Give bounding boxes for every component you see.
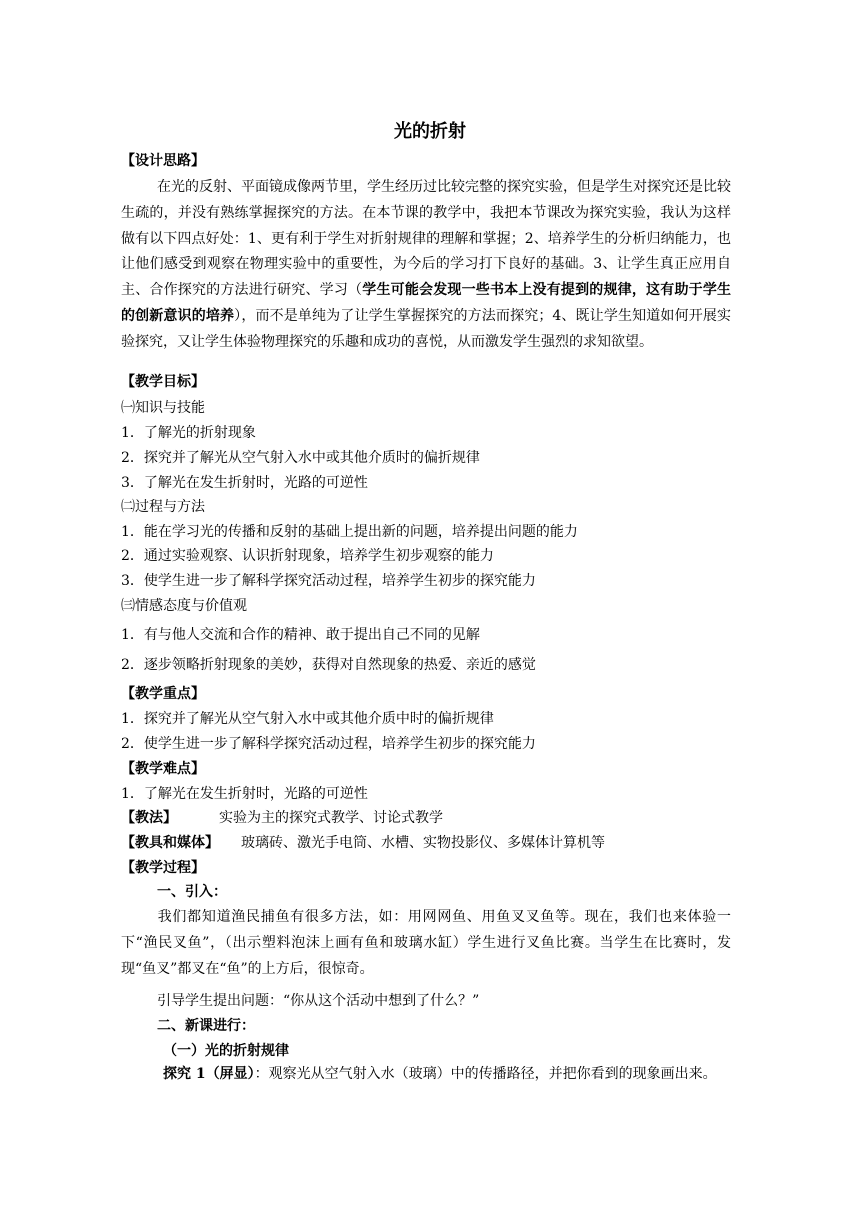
process-text-1: 我们都知道渔民捕鱼有很多方法，如：用网网鱼、用鱼叉叉鱼等。现在，我们也来体验一下“渔民叉鱼”，（出示塑料泡沫上画有鱼和玻璃水缸）学生进行叉鱼比赛。当学生在比赛时，发现“鱼叉”都叉在“鱼”的上方后，很惊奇。 [121, 909, 731, 977]
media-text: 玻璃砖、激光手电筒、水槽、实物投影仪、多媒体计算机等 [241, 835, 605, 851]
goals-item: 1．有与他人交流和合作的精神、敢于提出自己不同的见解 [121, 627, 480, 643]
process-heading: 【教学过程】 [121, 860, 205, 876]
design-paragraph [121, 175, 731, 356]
process-subsection: （一）光的折射规律 [163, 1043, 289, 1059]
goals-item: 2．通过实验观察、认识折射现象，培养学生初步观察的能力 [121, 548, 494, 564]
goals-section-2: ㈡过程与方法 [121, 499, 205, 515]
media-line [121, 834, 605, 852]
design-text-b: ），而不是单纯为了让学生掌握探究的方法而探究；4、既让学生知道如何开展实验探究，又让学生体验物理探究的乐趣和成功的喜悦，从而激发学生强烈的求知欲望。 [121, 307, 732, 350]
process-section-new: 二、新课进行： [157, 1018, 255, 1034]
goals-item: 2．探究并了解光从空气射入水中或其他介质时的偏折规律 [121, 450, 480, 466]
goals-section-1: ㈠知识与技能 [121, 400, 205, 416]
goals-item: 3．了解光在发生折射时，光路的可逆性 [121, 475, 368, 491]
goals-item: 3．使学生进一步了解科学探究活动过程，培养学生初步的探究能力 [121, 573, 536, 589]
key-item: 2．使学生进一步了解科学探究活动过程，培养学生初步的探究能力 [121, 736, 536, 752]
goals-item: 1．能在学习光的传播和反射的基础上提出新的问题，培养提出问题的能力 [121, 524, 578, 540]
difficult-item: 1．了解光在发生折射时，光路的可逆性 [121, 786, 368, 802]
process-paragraph-1 [121, 905, 731, 982]
design-text-a: 在光的反射、平面镜成像两节里，学生经历过比较完整的探究实验，但是学生对探究还是比较生疏的，并没有熟练掌握探究的方法。在本节课的教学中，我把本节课改为探究实验，我认为这样做有以下四点好处：1、更有利于学生对折射规律的理解和掌握；2、培养学生的分析归纳能力，也让他们感受到观察在物理实验中的重要性，为今后的学习打下良好的基础。3、让学生真正应用自主、合作探究的方法进行研究、学习（ [121, 179, 731, 299]
design-text-bold: 学生可能会发现一些书本上没有提到的规律，这有助于学生的创新意识的培养 [121, 282, 732, 324]
goals-heading: 【教学目标】 [121, 374, 205, 390]
goals-item: 2．逐步领略折射现象的美妙，获得对自然现象的热爱、亲近的感觉 [121, 657, 536, 673]
page-title: 光的折射 [394, 121, 466, 142]
method-text: 实验为主的探究式教学、讨论式教学 [219, 810, 443, 826]
media-label: 【教具和媒体】 [121, 835, 219, 851]
goals-section-3: ㈢情感态度与价值观 [121, 598, 247, 614]
goals-item: 1．了解光的折射现象 [121, 425, 256, 441]
process-paragraph-2: 引导学生提出问题：“你从这个活动中想到了什么？” [157, 993, 480, 1009]
method-line [121, 809, 443, 827]
explore-label: 探究 1（屏显） [163, 1066, 255, 1082]
method-label: 【教法】 [121, 810, 177, 826]
explore-text: ：观察光从空气射入水（玻璃）中的传播路径，并把你看到的现象画出来。 [254, 1066, 717, 1082]
explore-paragraph [121, 1062, 731, 1088]
difficult-heading: 【教学难点】 [121, 761, 205, 777]
key-heading: 【教学重点】 [121, 686, 205, 702]
process-section-intro: 一、引入： [157, 884, 227, 900]
design-heading: 【设计思路】 [121, 153, 205, 169]
key-item: 1．探究并了解光从空气射入水中或其他介质中时的偏折规律 [121, 711, 494, 727]
